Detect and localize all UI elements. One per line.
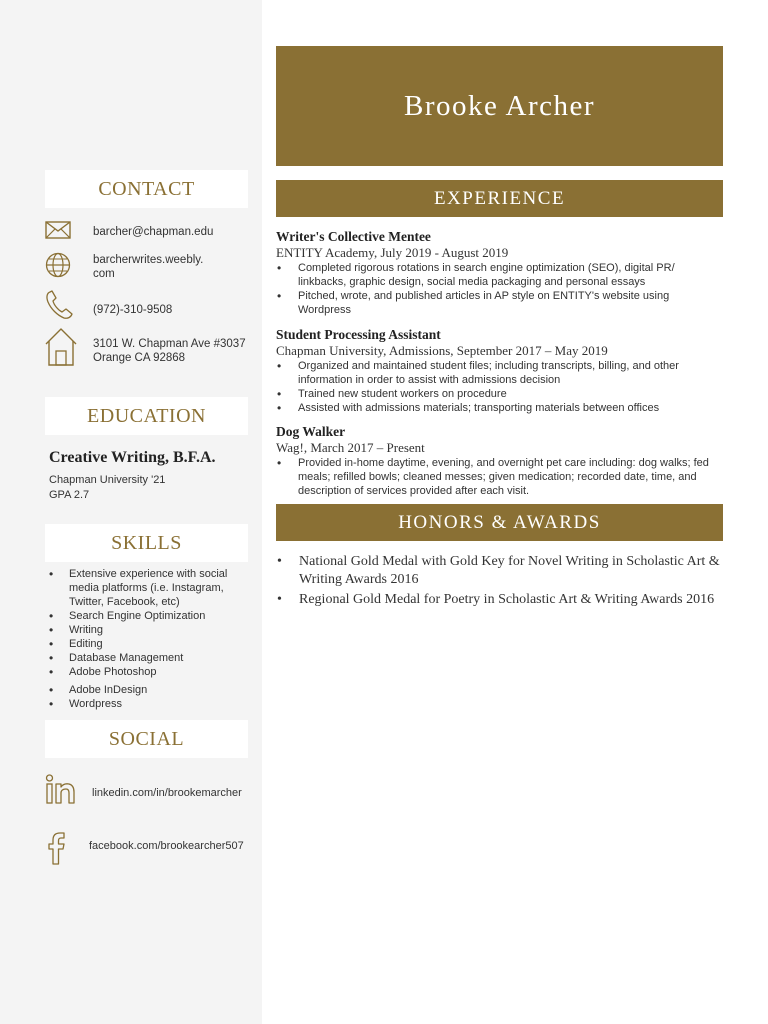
linkedin-icon[interactable] — [45, 774, 77, 809]
job-bullets — [276, 261, 723, 317]
award-item: • National Gold Medal with Gold Key for Novel Writing in Scholastic Art & Writing Awards 2016 — [276, 553, 723, 589]
job-bullet: • Assisted with admissions materials; transporting materials between offices — [276, 401, 723, 415]
facebook-link[interactable]: facebook.com/brookearcher507 — [89, 840, 244, 852]
phone-icon — [45, 290, 73, 325]
job-title: Student Processing Assistant — [276, 327, 441, 342]
website-line-1[interactable]: barcherwrites.weebly. — [93, 254, 204, 266]
skill-item: • Wordpress — [49, 697, 249, 711]
skill-item: • Extensive experience with social media platforms (i.e. Instagram, Twitter, Facebook, etc) — [49, 567, 249, 609]
education-gpa: GPA 2.7 — [49, 489, 90, 501]
job-bullet: • Provided in-home daytime, evening, and overnight pet care including: dog walks; fed meals; refilled bowls; cleaned messes; given medication; recorded date, time, and description of services provided after each visit. — [276, 456, 723, 498]
awards-list — [276, 553, 723, 611]
skills-list — [49, 567, 249, 711]
contact-website-text[interactable] — [93, 253, 203, 281]
job-entry — [276, 326, 723, 415]
contact-email — [45, 221, 260, 241]
skill-item: • Search Engine Optimization — [49, 609, 249, 623]
address-line-1: 3101 W. Chapman Ave #3037 — [93, 338, 246, 350]
job-bullet: • Organized and maintained student files; including transcripts, billing, and other information in order to assist with admissions decision — [276, 359, 723, 387]
facebook-icon[interactable] — [47, 831, 67, 870]
skill-item: • Editing — [49, 637, 249, 651]
name-banner: Brooke Archer — [276, 46, 723, 166]
contact-address — [45, 327, 260, 367]
contact-address-text — [93, 337, 246, 365]
address-line-2: Orange CA 92868 — [93, 352, 186, 364]
job-entry — [276, 423, 723, 498]
job-entry — [276, 228, 723, 317]
education-degree: Creative Writing, B.F.A. — [49, 449, 216, 466]
job-bullet: • Trained new student workers on procedure — [276, 387, 723, 401]
education-school: Chapman University '21 — [49, 474, 166, 486]
contact-phone-text[interactable]: (972)-310-9508 — [93, 304, 173, 316]
education-heading: EDUCATION — [45, 397, 248, 435]
skills-heading: SKILLS — [45, 524, 248, 562]
job-bullets — [276, 359, 723, 415]
experience-heading: EXPERIENCE — [276, 180, 723, 217]
job-bullets — [276, 456, 723, 498]
sidebar — [0, 0, 262, 1024]
job-bullet: • Pitched, wrote, and published articles in AP style on ENTITY's website using Wordpress — [276, 289, 723, 317]
social-heading: SOCIAL — [45, 720, 248, 758]
home-icon — [45, 327, 77, 372]
skill-item: • Adobe InDesign — [49, 683, 249, 697]
envelope-icon — [45, 221, 71, 244]
skill-item: • Database Management — [49, 651, 249, 665]
contact-phone — [45, 290, 260, 320]
website-line-2[interactable]: com — [93, 268, 115, 280]
linkedin-link[interactable]: linkedin.com/in/brookemarcher — [92, 787, 242, 799]
job-title: Dog Walker — [276, 424, 346, 439]
social-facebook — [45, 831, 260, 865]
skill-item: • Adobe Photoshop — [49, 665, 249, 679]
globe-icon — [45, 252, 71, 283]
contact-email-text[interactable]: barcher@chapman.edu — [93, 226, 214, 238]
award-item: • Regional Gold Medal for Poetry in Scholastic Art & Writing Awards 2016 — [276, 591, 723, 609]
social-linkedin — [45, 774, 260, 804]
job-org: Chapman University, Admissions, September 2017 – May 2019 — [276, 343, 608, 358]
contact-website — [45, 252, 260, 282]
job-bullet: • Completed rigorous rotations in search engine optimization (SEO), digital PR/ linkbacks, graphic design, social media packaging and personal essays — [276, 261, 723, 289]
contact-heading: CONTACT — [45, 170, 248, 208]
job-org: Wag!, March 2017 – Present — [276, 440, 425, 455]
skill-item: • Writing — [49, 623, 249, 637]
awards-heading: HONORS & AWARDS — [276, 504, 723, 541]
job-title: Writer's Collective Mentee — [276, 229, 431, 244]
job-org: ENTITY Academy, July 2019 - August 2019 — [276, 245, 509, 260]
